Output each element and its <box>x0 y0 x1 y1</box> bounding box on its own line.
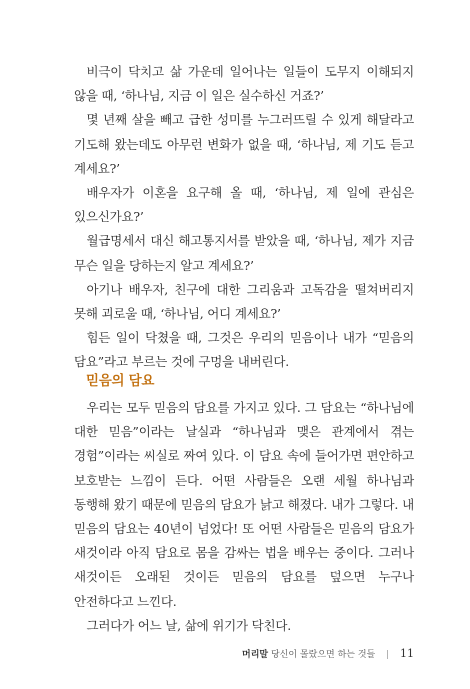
page-number: 11 <box>400 647 414 660</box>
paragraph: 비극이 닥치고 삶 가운데 일어나는 일들이 도무지 이해되지 않을 때, ‘하나님, 지금 이 일은 실수하신 거죠?’ <box>74 64 414 104</box>
body-text-bottom <box>74 396 414 638</box>
paragraph: 배우자가 이혼을 요구해 올 때, ‘하나님, 제 일에 관심은 있으신가요?’ <box>74 185 414 225</box>
paragraph: 힘든 일이 닥쳤을 때, 그것은 우리의 믿음이나 내가 “믿음의 담요”라고 부르는 것에 구멍을 내버린다. <box>74 330 414 370</box>
paragraph: 그러다가 어느 날, 삶에 위기가 닥친다. <box>86 617 292 633</box>
page-footer <box>242 647 414 660</box>
footer-section-label: 머리말 <box>242 650 269 660</box>
paragraph: 아기나 배우자, 친구에 대한 그리움과 고독감을 떨쳐버리지 못해 괴로울 때, ‘하나님, 어디 계세요?’ <box>74 281 414 322</box>
body-text-top <box>74 60 414 375</box>
footer-running-title: 당신이 몰랐으면 하는 것들 <box>270 650 376 660</box>
paragraph: 월급명세서 대신 해고통지서를 받았을 때, ‘하나님, 제가 지금 무슨 일을 당하는지 알고 계세요?’ <box>74 233 414 273</box>
footer-separator: | <box>386 650 390 660</box>
paragraph: 우리는 모두 믿음의 담요를 가지고 있다. 그 담요는 “하나님에 대한 믿음”이라는 날실과 “하나님과 맺은 관계에서 겪는 경험”이라는 씨실로 짜여 있다. 이 담요 속에 들어가면 편안하고 보호받는 느낌이 든다. 어떤 사람들은 오랜 세월 하나님과 동행해 왔기 때문에 믿음의 담요가 낡고 해졌다. 내가 그렇다. 내 믿음의 담요는 40년이 넘었다! 또 어떤 사람들은 믿음의 담요가 새것이라 아직 담요로 몸을 감싸는 법을 배우는 중이다. 그러나 새것이든 오래된 것이든 믿음의 담요를 덮으면 누구나 안전하다고 느낀다. <box>74 400 414 609</box>
paragraph: 몇 년째 살을 빼고 급한 성미를 누그러뜨릴 수 있게 해달라고 기도해 왔는데도 아무런 변화가 없을 때, ‘하나님, 제 기도 듣고 계세요?’ <box>74 112 414 176</box>
section-heading: 믿음의 담요 <box>86 373 155 389</box>
